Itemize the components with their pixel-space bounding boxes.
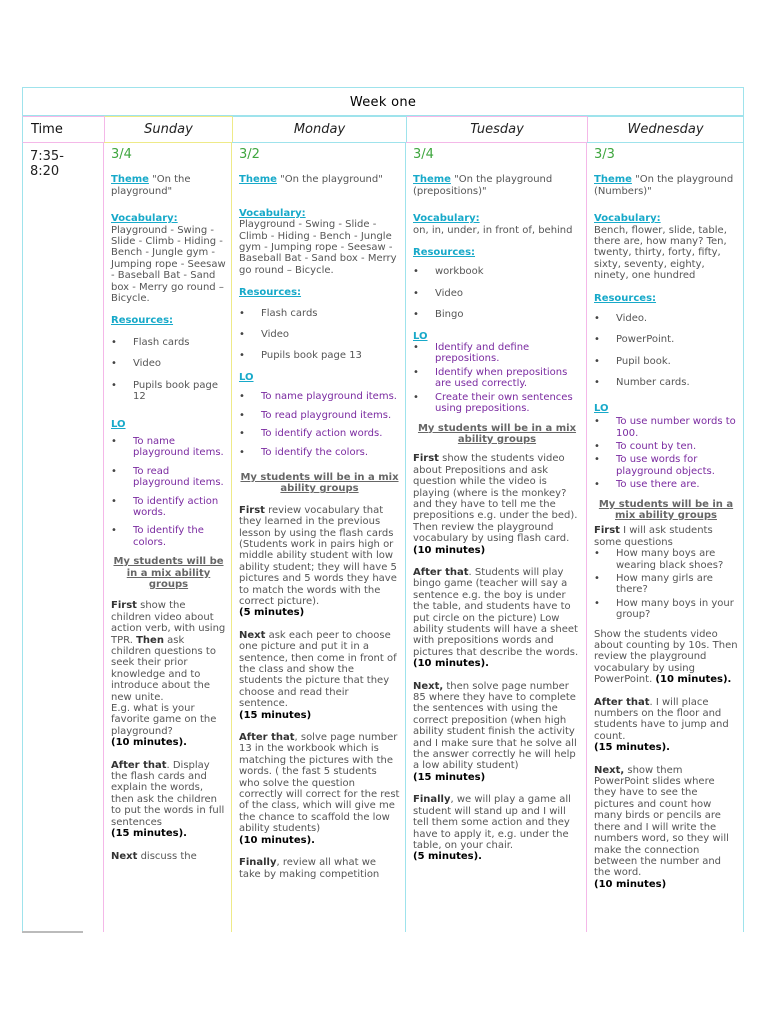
- day-header-wednesday: [587, 116, 744, 142]
- time-header-label: Time: [31, 122, 63, 137]
- vocabulary: [594, 213, 738, 281]
- keyword: After that: [413, 566, 469, 578]
- lo-list: [594, 416, 738, 490]
- day-header-monday: [232, 116, 406, 142]
- text: show them PowerPoint slides where they have to see the pictures and count how many birds or pencils are there and I will write the numbers word, so they will make the connection between the number and the word.: [594, 764, 729, 879]
- list-item: • To count by ten.: [594, 441, 738, 452]
- keyword: After that: [239, 732, 295, 744]
- lesson-date: 3/3: [594, 147, 615, 162]
- duration: (10 minutes).: [239, 834, 315, 846]
- vocabulary-text: Playground - Swing - Slide - Climb - Hiding - Bench - Jungle gym - Jumping rope - Seesaw - Baseball Bat - Sand box - Merry go round – Bicycle.: [239, 219, 397, 276]
- list-item: • To name playground items.: [239, 391, 400, 402]
- list-item: • Video.: [594, 313, 738, 324]
- week-title: Week one: [349, 95, 417, 110]
- keyword: First: [413, 453, 439, 465]
- resources-list: [111, 337, 226, 403]
- theme-text: "On the playground": [276, 174, 383, 186]
- text: show the children video about action verb, with using TPR.: [111, 600, 226, 646]
- list-item: • Video: [239, 329, 400, 340]
- list-item: • To use words for playground objects.: [594, 454, 738, 477]
- keyword: Next: [111, 850, 138, 862]
- activity-finally: [239, 857, 400, 880]
- question-list: [594, 548, 738, 620]
- lesson-date: 3/4: [413, 147, 434, 162]
- vocabulary-text: on, in, under, in front of, behind: [413, 224, 573, 236]
- duration: (10 minutes): [413, 544, 486, 556]
- lo-list: [413, 342, 581, 414]
- title-row: [22, 87, 744, 116]
- keyword: After that: [111, 759, 167, 771]
- vocabulary-label: Vocabulary:: [239, 207, 306, 219]
- day-header-tuesday: [406, 116, 587, 142]
- activity-next: [239, 630, 400, 721]
- list-item: • Create their own sentences using prepositions.: [413, 392, 581, 415]
- text: then solve page number 85 where they have to complete the sentences with using the correct preposition (when high ability student finish the activity and I make sure that he solve all the answer correctly he will help a low ability student): [413, 680, 577, 772]
- activity-after: [413, 567, 581, 670]
- lo-list: [239, 391, 400, 458]
- time-slot: 7:35- 8:20: [30, 149, 64, 179]
- list-item: • To use number words to 100.: [594, 416, 738, 439]
- theme-label: Theme: [413, 174, 451, 186]
- sunday-cell: [104, 142, 232, 932]
- duration: (10 minutes).: [111, 737, 187, 749]
- day-label: Sunday: [144, 122, 193, 137]
- activity-finally: [413, 794, 581, 862]
- text: I will ask students some questions: [594, 525, 713, 548]
- text: . Students will play bingo game (teacher will say a sentence e.g. the boy is under the table, and students have to put circle on the picture) Low ability students will have a sheet with prepositions words and pictures that describe the words.: [413, 566, 579, 658]
- list-item: • Flash cards: [239, 308, 400, 319]
- duration: (15 minutes): [239, 709, 312, 721]
- day-label: Wednesday: [627, 122, 704, 137]
- keyword: First: [594, 525, 620, 537]
- list-item: • Video: [111, 358, 226, 369]
- list-item: • Video: [413, 288, 581, 299]
- group-note: My students will be in a mix ability groups: [113, 556, 224, 590]
- resources-label: Resources:: [594, 292, 657, 304]
- day-header-sunday: [104, 116, 232, 142]
- list-item: • To read playground items.: [239, 410, 400, 421]
- list-item: • Pupils book page 12: [111, 380, 226, 403]
- activity-first: [413, 453, 581, 556]
- monday-cell: [232, 142, 406, 932]
- theme: [239, 174, 400, 185]
- time-header: [22, 116, 104, 142]
- list-item: • workbook: [413, 266, 581, 277]
- list-item: • To identify the colors.: [111, 525, 226, 548]
- list-item: • How many girls are there?: [594, 573, 738, 596]
- resources-list: [413, 266, 581, 320]
- theme-label: Theme: [111, 174, 149, 186]
- lo-label: LO: [594, 402, 609, 414]
- vocabulary: [413, 213, 581, 236]
- duration: (15 minutes).: [594, 742, 670, 754]
- keyword: After that: [594, 696, 650, 708]
- divider: [22, 931, 83, 933]
- duration: (10 minutes): [594, 878, 667, 890]
- wednesday-cell: [587, 142, 744, 932]
- keyword: Next,: [413, 680, 444, 692]
- list-item: • Identify when prepositions are used correctly.: [413, 367, 581, 390]
- activity-first: [594, 525, 738, 548]
- lo-label: LO: [111, 418, 126, 430]
- keyword: Finally: [413, 794, 451, 806]
- duration: (15 minutes).: [111, 828, 187, 840]
- theme: [413, 174, 581, 197]
- list-item: • Flash cards: [111, 337, 226, 348]
- list-item: • Number cards.: [594, 377, 738, 388]
- lo-label: LO: [413, 330, 428, 342]
- text: Show the students video about counting by 10s. Then review the playground vocabulary by using PowerPoint.: [594, 628, 738, 686]
- text: ask children questions to seek their prior knowledge and to introduce about the new unite.: [111, 634, 216, 703]
- lo-list: [111, 436, 226, 548]
- group-note: My students will be in a mix ability groups: [240, 471, 399, 495]
- activity-next: [111, 851, 226, 862]
- lo-label: LO: [239, 371, 254, 383]
- text: , review all what we take by making competition: [239, 857, 380, 880]
- list-item: • Identify and define prepositions.: [413, 342, 581, 365]
- keyword: Finally: [239, 857, 277, 869]
- text: . Display the flash cards and explain the words, then ask the children to put the words in full sentences: [111, 759, 225, 828]
- lesson-plan-table: [22, 87, 744, 932]
- resources-list: [239, 308, 400, 362]
- list-item: • PowerPoint.: [594, 334, 738, 345]
- vocabulary-text: Bench, flower, slide, table, there are, how many? Ten, twenty, thirty, forty, fifty, sixty, seventy, eighty, ninety, one hundred: [594, 224, 727, 282]
- activity-first: [239, 505, 400, 619]
- vocabulary-label: Vocabulary:: [111, 213, 178, 225]
- resources-label: Resources:: [239, 287, 302, 299]
- vocabulary-label: Vocabulary:: [413, 213, 480, 225]
- list-item: • To read playground items.: [111, 466, 226, 489]
- group-note: My students will be in a mix ability groups: [417, 422, 577, 445]
- theme-label: Theme: [594, 174, 632, 186]
- text: show the students video about Prepositions and ask question while the video is playing (where is the monkey? and they have to tell me the prepositions e.g. under the bed). Then review the playground vocabulary by using flash card.: [413, 453, 578, 545]
- list-item: • How many boys are wearing black shoes?: [594, 548, 738, 571]
- activity-after: [594, 697, 738, 754]
- text: . I will place numbers on the floor and students have to jump and count.: [594, 696, 729, 742]
- day-label: Tuesday: [470, 122, 524, 137]
- vocabulary: [239, 208, 400, 276]
- list-item: • To name playground items.: [111, 436, 226, 459]
- list-item: • To use there are.: [594, 479, 738, 490]
- theme: [111, 174, 226, 197]
- resources-label: Resources:: [413, 247, 476, 259]
- duration: (15 minutes): [413, 771, 486, 783]
- keyword: Next: [239, 629, 266, 641]
- lesson-date: 3/2: [239, 147, 260, 162]
- theme-label: Theme: [239, 174, 277, 186]
- text: discuss the: [137, 850, 197, 862]
- vocabulary: [111, 213, 226, 304]
- theme-text: "On the playground (Numbers)": [594, 174, 734, 197]
- keyword: Then: [136, 634, 164, 646]
- resources-list: [594, 313, 738, 389]
- group-note: My students will be in a mix ability groups: [598, 498, 734, 521]
- text: ask each peer to choose one picture and put it in a sentence, then come in front of the class and show the students the picture that they choose and read their sentence.: [239, 629, 397, 710]
- list-item: • Pupil book.: [594, 356, 738, 367]
- lesson-date: 3/4: [111, 147, 132, 162]
- list-item: • To identify action words.: [239, 428, 400, 439]
- keyword: Next,: [594, 764, 625, 776]
- activity-next: [594, 765, 738, 890]
- theme: [594, 174, 738, 197]
- day-label: Monday: [293, 122, 346, 137]
- activity-after: [111, 760, 226, 840]
- text: , we will play a game all student will stand up and I will tell them some action and they have to apply it, e.g. under the table, on your chair.: [413, 794, 571, 851]
- text: , solve page number 13 in the workbook which is matching the pictures with the words. ( the fast 5 students who solve the question correctly will correct for the rest of the class, which will give me the chance to scaffold the low ability students): [239, 732, 400, 835]
- list-item: • To identify action words.: [111, 496, 226, 519]
- list-item: • Bingo: [413, 309, 581, 320]
- duration: (10 minutes).: [655, 674, 732, 686]
- list-item: • To identify the colors.: [239, 447, 400, 458]
- vocabulary-text: Playground - Swing - Slide - Climb - Hiding - Bench - Jungle gym - Jumping rope - Seesaw - Baseball Bat - Sand box - Merry go round – Bicycle.: [111, 224, 226, 305]
- keyword: First: [111, 600, 137, 612]
- vocabulary-label: Vocabulary:: [594, 213, 661, 225]
- list-item: • How many boys in your group?: [594, 598, 738, 621]
- duration: (5 minutes): [239, 607, 305, 619]
- time-cell: [22, 142, 104, 932]
- keyword: First: [239, 504, 265, 516]
- text: review vocabulary that they learned in the previous lesson by using the flash cards (Students work in pairs high or middle ability student with low ability student; they will have 5 pictures and 5 words they have to match the words with the correct picture).: [239, 504, 397, 607]
- theme-text: "On the playground": [111, 174, 191, 197]
- activity-first: [111, 600, 226, 748]
- text: E.g. what is your favorite game on the playground?: [111, 703, 217, 737]
- list-item: • Pupils book page 13: [239, 350, 400, 361]
- duration: (5 minutes).: [413, 851, 482, 863]
- activity-after: [239, 732, 400, 846]
- activity-next: [413, 681, 581, 784]
- resources-label: Resources:: [111, 315, 174, 327]
- duration: (10 minutes).: [413, 658, 489, 670]
- theme-text: "On the playground (prepositions)": [413, 174, 553, 197]
- activity-show: [594, 629, 738, 686]
- tuesday-cell: [406, 142, 587, 932]
